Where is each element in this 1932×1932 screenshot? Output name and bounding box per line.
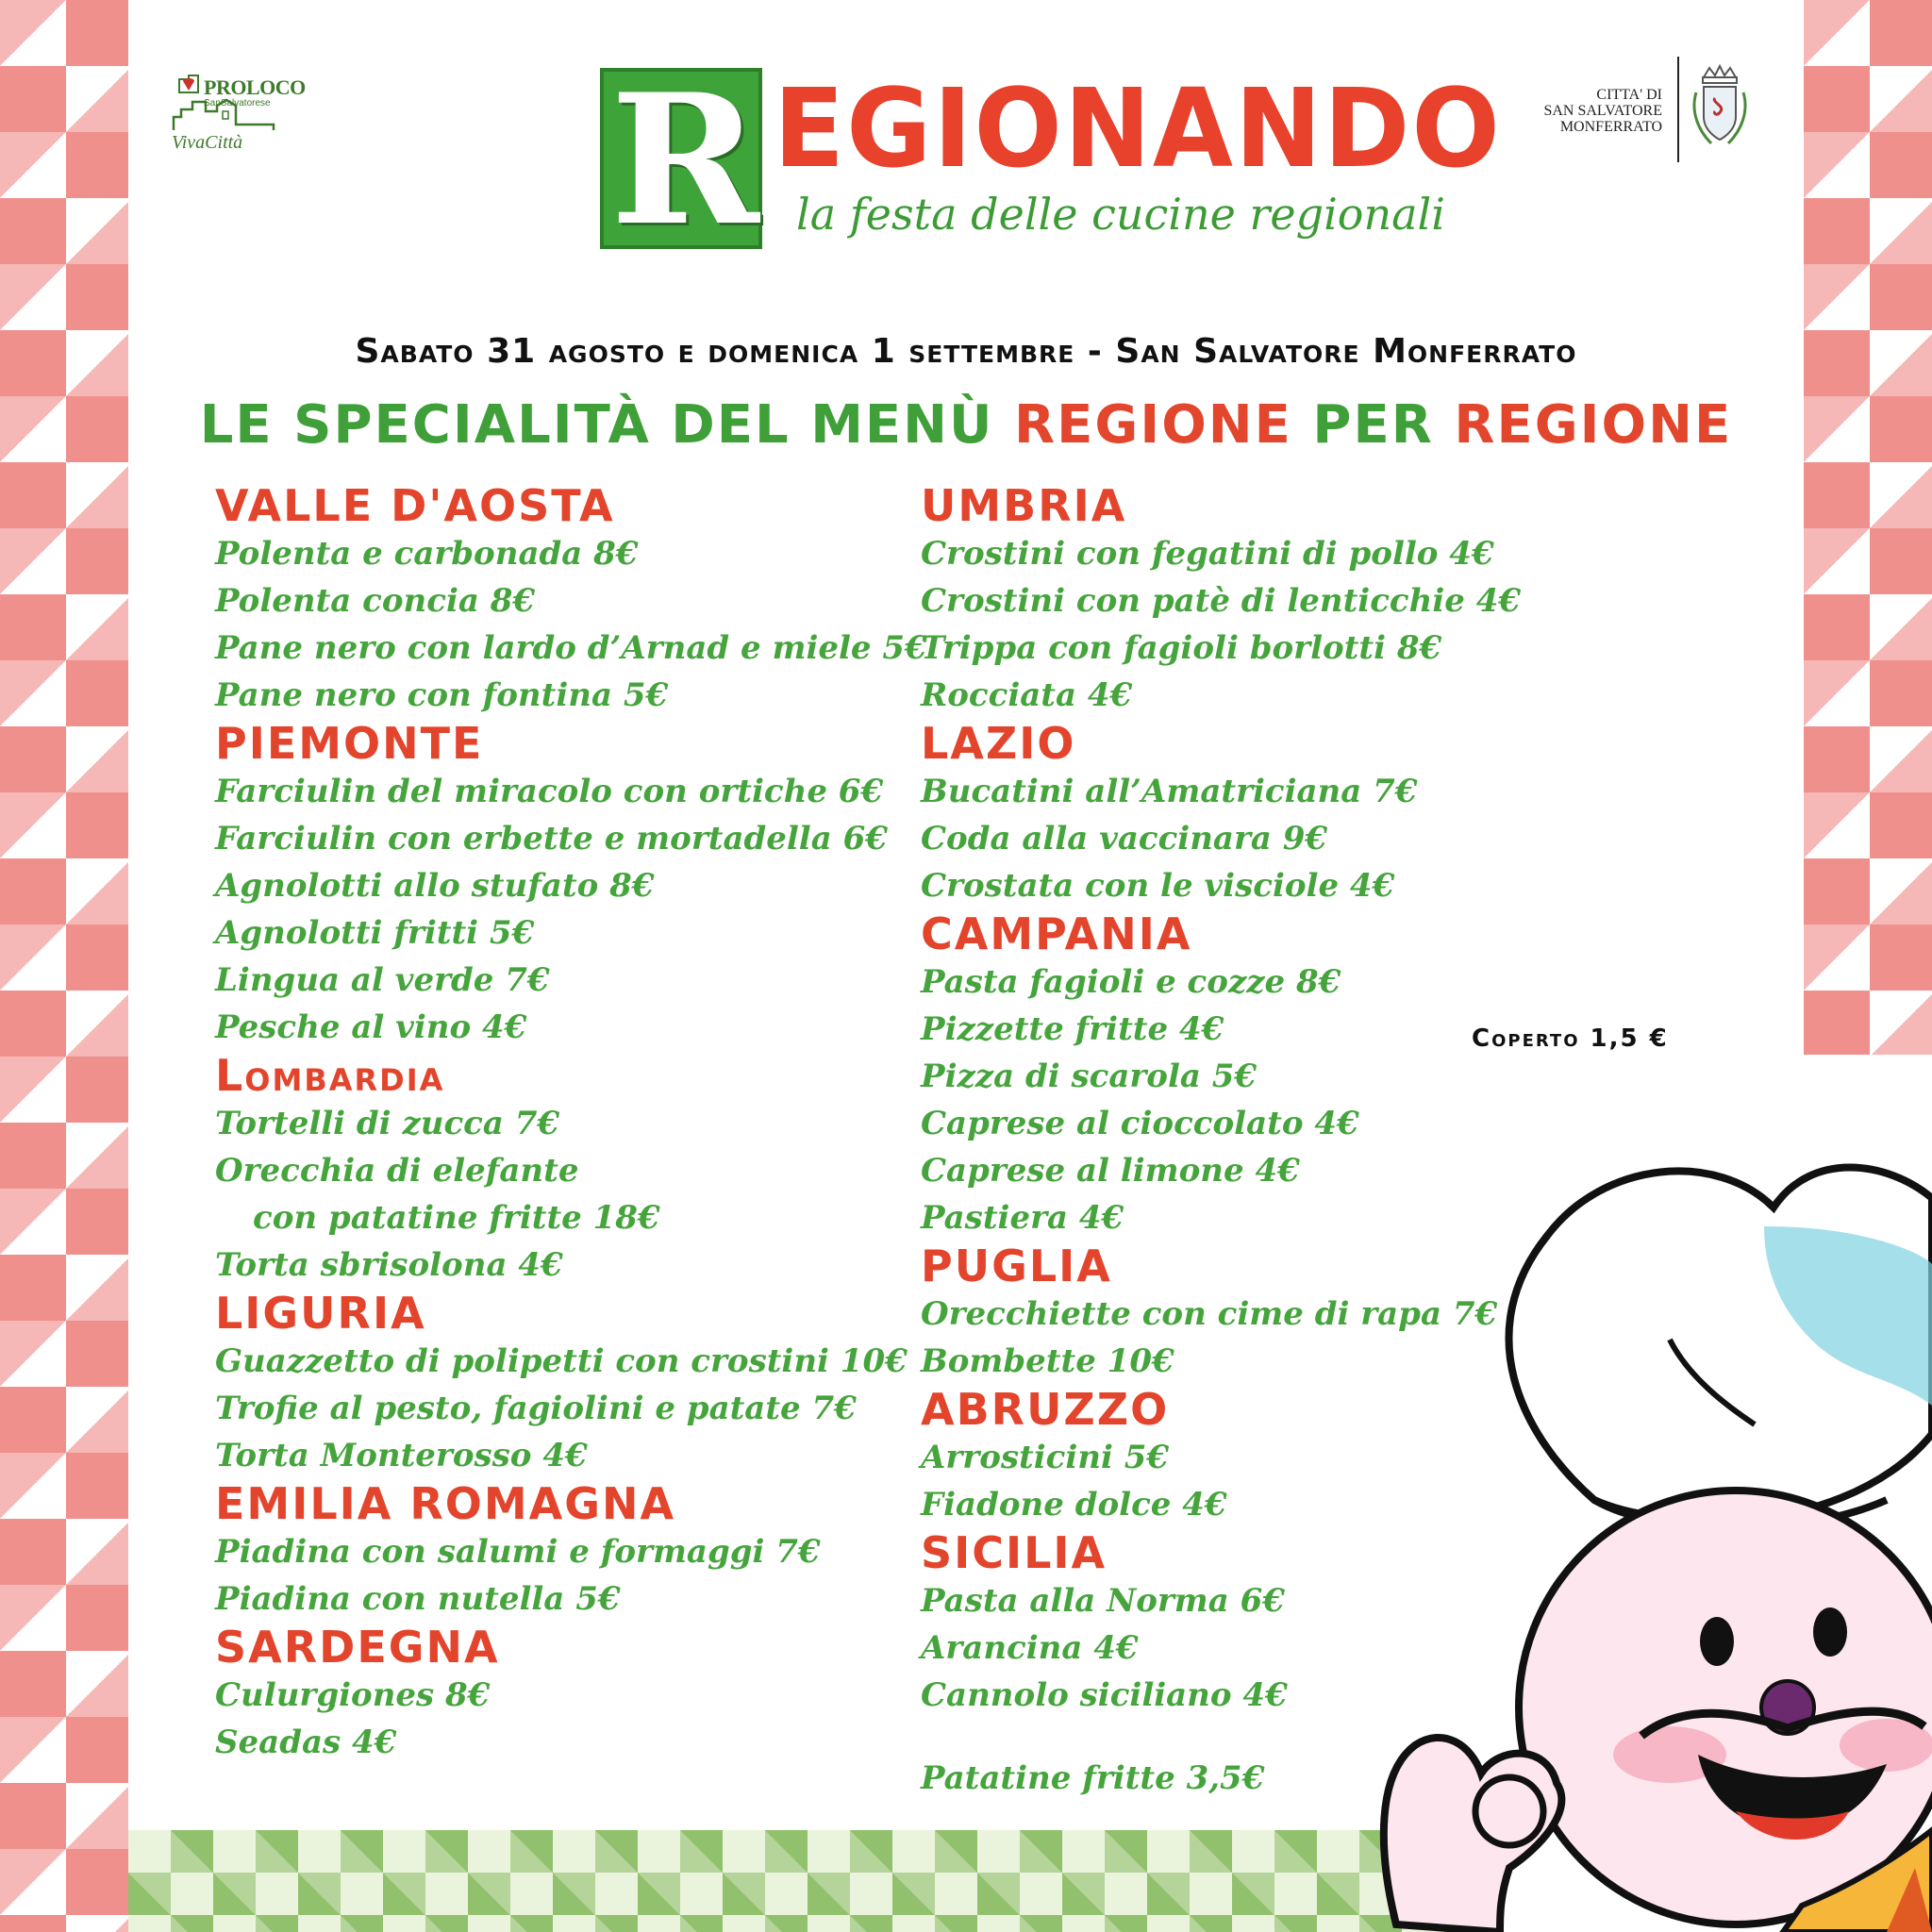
dish-item: Caprese al limone 4€ [921, 1152, 1300, 1190]
dish-item: Tortelli di zucca 7€ [215, 1105, 560, 1142]
dish-item: Piadina con salumi e formaggi 7€ [215, 1533, 821, 1571]
menu-heading-part-4: REGIONE [1454, 394, 1733, 456]
region-emilia-romagna [215, 1479, 927, 1623]
region-title: LAZIO [921, 718, 1076, 769]
dish-item-continuation: con patatine fritte 18€ [253, 1199, 660, 1237]
chef-mascot-icon [1358, 1094, 1932, 1932]
menu-heading [0, 394, 1932, 456]
proloco-city: VivaCittà [172, 132, 243, 153]
dish-item: Farciulin del miracolo con ortiche 6€ [215, 773, 884, 810]
region-title: VALLE D'AOSTA [215, 480, 615, 531]
dish-item: Pane nero con fontina 5€ [215, 676, 669, 714]
dish-item: Farciulin con erbette e mortadella 6€ [215, 820, 888, 858]
dish-item: Arancina 4€ [921, 1629, 1139, 1667]
menu-heading-part-1: LE SPECIALITÀ DEL MENÙ [199, 394, 1015, 456]
region-title: Lombardia [215, 1050, 445, 1101]
citta-line-2: SAN SALVATORE [1543, 103, 1662, 119]
region-sardegna [215, 1623, 927, 1766]
dish-item: Crostini con fegatini di pollo 4€ [921, 535, 1494, 573]
coat-of-arms-icon [1690, 64, 1749, 155]
dish-item: Culurgiones 8€ [215, 1676, 491, 1714]
region-title: SARDEGNA [215, 1622, 500, 1673]
logo-tagline: la festa delle cucine regionali [796, 189, 1445, 240]
dish-item: Cannolo siciliano 4€ [921, 1676, 1288, 1714]
dish-item: Arrosticini 5€ [921, 1439, 1170, 1476]
region-title: UMBRIA [921, 480, 1127, 531]
dish-item: Agnolotti allo stufato 8€ [215, 867, 655, 905]
region-lombardia [215, 1051, 927, 1289]
region-piemonte [215, 719, 927, 1051]
region-title: LIGURIA [215, 1288, 426, 1339]
region-lazio [921, 719, 1521, 909]
dish-item: Bombette 10€ [921, 1342, 1174, 1380]
dish-item: Orecchiette con cime di rapa 7€ [921, 1295, 1498, 1333]
dish-item: Polenta e carbonada 8€ [215, 535, 639, 573]
dish-item: Bucatini all’Amatriciana 7€ [921, 773, 1418, 810]
dish-item: Trippa con fagioli borlotti 8€ [921, 629, 1442, 667]
menu-heading-part-2: REGIONE [1014, 394, 1292, 456]
dish-item: Torta Monterosso 4€ [215, 1437, 588, 1474]
dish-item: Pesche al vino 4€ [215, 1008, 527, 1046]
region-valle-daosta [215, 481, 927, 719]
dish-item: Guazzetto di polipetti con crostini 10€ [215, 1342, 908, 1380]
dish-item: Coda alla vaccinara 9€ [921, 820, 1328, 858]
dish-item: Lingua al verde 7€ [215, 961, 550, 999]
gingham-border-left [0, 0, 128, 1932]
citta-text [1511, 87, 1662, 135]
event-date-location: Sabato 31 agosto e domenica 1 settembre - San Salvatore Monferrato [355, 332, 1577, 371]
dish-item: Caprese al cioccolato 4€ [921, 1105, 1359, 1142]
logo-initial: R [610, 55, 759, 265]
dish-item: Rocciata 4€ [921, 676, 1133, 714]
logo-title-rest: EGIONANDO [774, 64, 1502, 192]
region-title: EMILIA ROMAGNA [215, 1478, 676, 1529]
region-title: SICILIA [921, 1527, 1108, 1578]
citta-line-1: CITTA' DI [1596, 87, 1662, 103]
dish-item: Agnolotti fritti 5€ [215, 914, 535, 952]
region-title: PIEMONTE [215, 718, 484, 769]
dish-item: Pasta alla Norma 6€ [921, 1582, 1285, 1620]
dish-item: Polenta concia 8€ [215, 582, 536, 620]
dish-item: Pastiera 4€ [921, 1199, 1124, 1237]
citta-divider [1677, 57, 1679, 162]
dish-item: Piadina con nutella 5€ [215, 1580, 621, 1618]
region-title: PUGLIA [921, 1241, 1112, 1291]
logo-r-box [600, 55, 762, 265]
dish-item: Crostini con patè di lenticchie 4€ [921, 582, 1522, 620]
dish-item: Pasta fagioli e cozze 8€ [921, 963, 1341, 1001]
dish-item: Orecchia di elefante [215, 1152, 579, 1190]
dish-item: Pizzette fritte 4€ [921, 1010, 1224, 1048]
dish-item: Crostata con le visciole 4€ [921, 867, 1395, 905]
dish-item: Trofie al pesto, fagiolini e patate 7€ [215, 1390, 857, 1427]
menu-heading-part-3: PER [1291, 394, 1455, 456]
proloco-subtitle: SanSalvatorese [204, 98, 271, 108]
citta-line-3: MONFERRATO [1559, 119, 1662, 135]
cover-charge: Coperto 1,5 € [1472, 1024, 1669, 1053]
region-umbria [921, 481, 1521, 719]
regionando-logo [600, 55, 1502, 265]
extra-item: Patatine fritte 3,5€ [921, 1759, 1265, 1797]
proloco-logo [168, 68, 319, 158]
dish-item: Pizza di scarola 5€ [921, 1058, 1257, 1095]
region-liguria [215, 1289, 927, 1479]
proloco-title: PROLOCO [204, 75, 306, 99]
menu-column-left [215, 481, 927, 1766]
citta-logo [1521, 57, 1766, 170]
region-title: CAMPANIA [921, 908, 1192, 959]
dish-item: Fiadone dolce 4€ [921, 1486, 1227, 1524]
region-title: ABRUZZO [921, 1384, 1170, 1435]
dish-item: Torta sbrisolona 4€ [215, 1246, 563, 1284]
dish-item: Seadas 4€ [215, 1724, 397, 1761]
dish-item: Pane nero con lardo d’Arnad e miele 5€ [215, 629, 927, 667]
gingham-border-right [1804, 0, 1932, 1055]
gingham-border-bottom [128, 1830, 1487, 1932]
